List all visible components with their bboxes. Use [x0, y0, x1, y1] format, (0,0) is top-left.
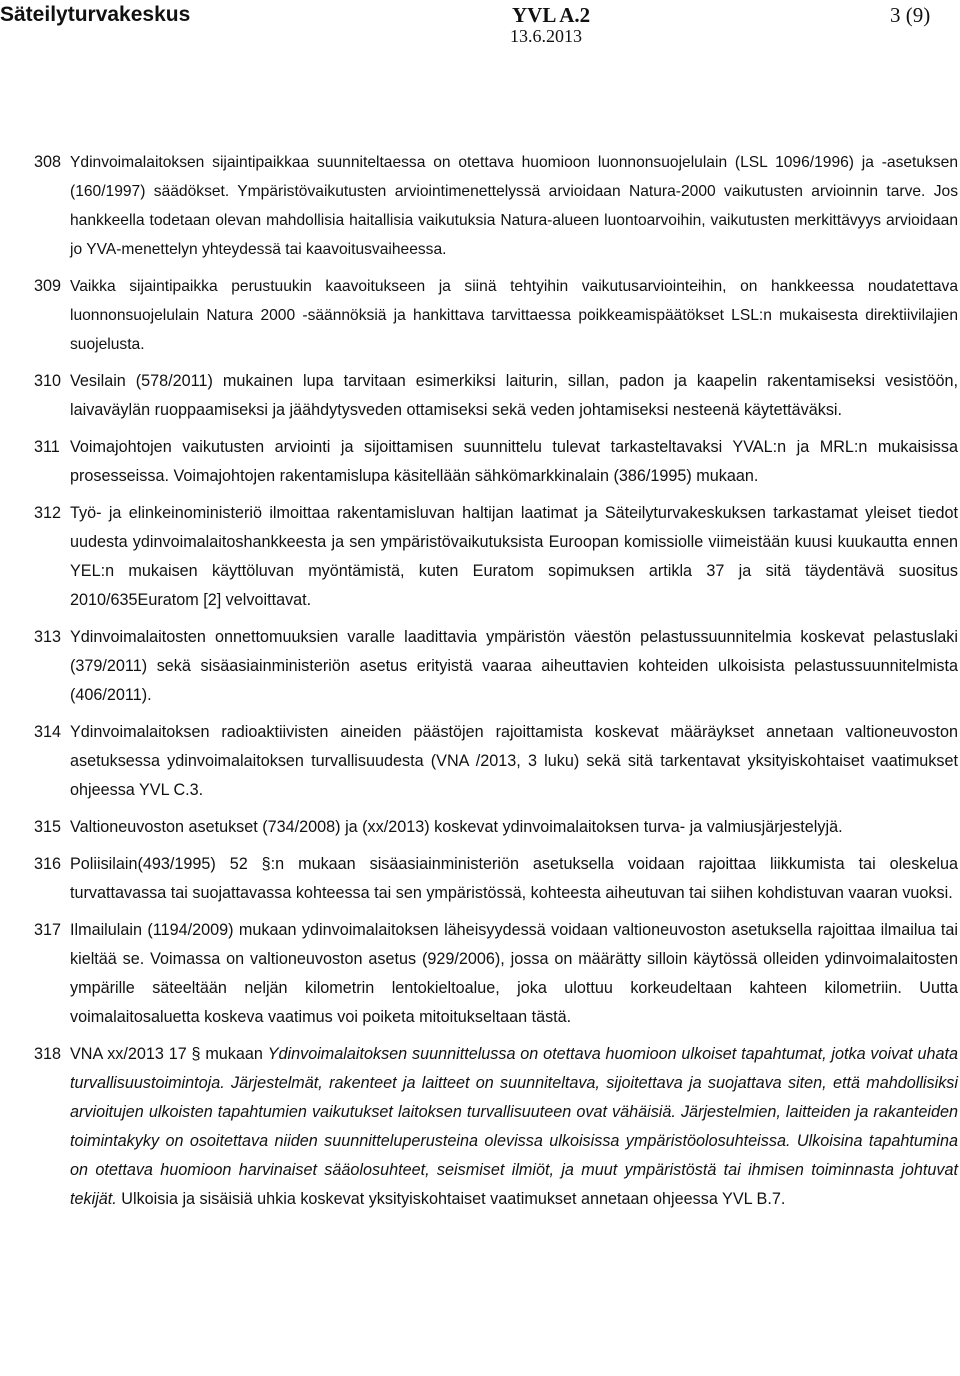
- paragraph-text: Työ- ja elinkeinoministeriö ilmoittaa rakentamisluvan haltijan laatimat ja Säteilyturvakeskuksen tarkastamat yleiset tiedot uudesta ydinvoimalaitoshankkeesta ja sen ympäristövaikutuksista Euroopan komissiolle viimeistään kuusi kuukautta ennen YEL:n mukaisen käyttöluvan myöntämistä, kuten Euratom sopimuksen artikla 37 ja sitä täydentävä suositus 2010/635Euratom [2] velvoittavat.: [70, 504, 958, 609]
- paragraph-text: Ydinvoimalaitoksen radioaktiivisten aineiden päästöjen rajoittamista koskevat määräykset annetaan valtioneuvoston asetuksessa ydinvoimalaitoksen turvallisuudesta (VNA /2013, 3 luku) sekä sitä tarkentavat yksityiskohtaiset vaatimukset ohjeessa YVL C.3.: [70, 723, 958, 799]
- paragraph-number: 309: [34, 277, 62, 295]
- paragraph-309: [34, 272, 958, 359]
- paragraph-text: [70, 1040, 958, 1214]
- paragraph-text: Voimajohtojen vaikutusten arviointi ja sijoittamisen suunnittelu tulevat tarkasteltavaksi YVAL:n ja MRL:n mukaisissa prosesseissa. Voimajohtojen rakentamislupa käsitellään sähkömarkkinalain (386/1995) mukaan.: [70, 438, 958, 485]
- paragraph-308: [34, 148, 958, 264]
- paragraph-316: [34, 850, 958, 908]
- paragraph-text: Ydinvoimalaitoksen sijaintipaikkaa suunniteltaessa on otettava huomioon luonnonsuojelulain (LSL 1096/1996) ja -asetuksen (160/1997) säädökset. Ympäristövaikutusten arviointimenettelyssä arvioidaan Natura-2000 vaikutusten arvioinnin tarve. Jos hankkeella todetaan olevan mahdollisia haitallisia vaikutuksia Natura-alueen luontoarvoihin, vaikutusten merkittävyys arvioidaan jo YVA-menettelyn yhteydessä tai kaavoitusvaiheessa.: [70, 154, 958, 258]
- page-number: 3 (9): [890, 3, 931, 27]
- paragraph-number: 317: [34, 921, 62, 939]
- paragraph-number: 312: [34, 504, 62, 522]
- paragraph-text: Valtioneuvoston asetukset (734/2008) ja (xx/2013) koskevat ydinvoimalaitoksen turva- ja valmiusjärjestelyjä.: [70, 818, 843, 836]
- paragraph-text: Poliisilain(493/1995) 52 §:n mukaan sisäasiainministeriön asetuksella voidaan rajoittaa liikkumista tai oleskelua turvattavassa tai suojattavassa kohteessa tai sen ympäristössä, kohteesta aiheutuvan tai siihen kohdistuvan vaaran vuoksi.: [70, 855, 958, 902]
- paragraph-310: [34, 367, 958, 425]
- paragraph-number: 318: [34, 1045, 62, 1063]
- paragraph-text: Vesilain (578/2011) mukainen lupa tarvitaan esimerkiksi laiturin, sillan, padon ja kaapelin rakentamiseksi vesistöön, laivaväylän ruoppaamiseksi ja jäähdytysveden ottamiseksi sekä veden johtamiseksi nesteenä käytettäväksi.: [70, 372, 958, 419]
- paragraph-314: [34, 718, 958, 805]
- document-date: 13.6.2013: [510, 26, 582, 46]
- paragraph-lead-text: VNA xx/2013 17 § mukaan: [70, 1045, 268, 1063]
- document-body: [34, 148, 958, 1222]
- paragraph-317: [34, 916, 958, 1032]
- paragraph-text: Ydinvoimalaitosten onnettomuuksien varalle laadittavia ympäristön väestön pelastussuunnitelmia koskevat pelastuslaki (379/2011) sekä sisäasiainministeriön asetus erityistä vaaraa aiheuttavien kohteiden ulkoisista pelastussuunnitelmista (406/2011).: [70, 628, 958, 704]
- paragraph-number: 315: [34, 818, 62, 836]
- paragraph-text: Ilmailulain (1194/2009) mukaan ydinvoimalaitoksen läheisyydessä voidaan valtioneuvoston asetuksella rajoittaa ilmailua tai kieltää se. Voimassa on valtioneuvoston asetus (929/2006), jossa on määrätty silloin käytössä olleiden ydinvoimalaitosten ympärille säteeltään neljän kilometrin lentokieltoalue, joka ulottuu korkeudeltaan kahteen kilometriin. Uutta voimalaitosaluetta koskeva vaatimus voi poiketa mitoitukseltaan tästä.: [70, 921, 958, 1026]
- page-header: [0, 0, 960, 50]
- paragraph-number: 313: [34, 628, 62, 646]
- paragraph-number: 310: [34, 372, 62, 390]
- paragraph-311: [34, 433, 958, 491]
- paragraph-315: [34, 813, 958, 842]
- paragraph-312: [34, 499, 958, 615]
- paragraph-text: Vaikka sijaintipaikka perustuukin kaavoitukseen ja siinä tehtyihin vaikutusarviointeihin, on hankkeessa noudatettava luonnonsuojelulain Natura 2000 -säännöksiä ja hankittava tarvittaessa poikkeamispäätökset LSL:n mukaisesta direktiivilajien suojelusta.: [70, 278, 958, 353]
- paragraph-number: 308: [34, 153, 62, 171]
- paragraph-318: [34, 1040, 958, 1214]
- paragraph-number: 311: [34, 438, 60, 456]
- organization-name: Säteilyturvakeskus: [0, 3, 191, 26]
- paragraph-number: 314: [34, 723, 62, 741]
- paragraph-number: 316: [34, 855, 62, 873]
- paragraph-tail-text: Ulkoisia ja sisäisiä uhkia koskevat yksityiskohtaiset vaatimukset annetaan ohjeessa YVL B.7.: [116, 1190, 786, 1208]
- guide-code: YVL A.2: [512, 3, 591, 27]
- quoted-regulation-text: Ydinvoimalaitoksen suunnittelussa on otettava huomioon ulkoiset tapahtumat, jotka voivat uhata turvallisuustoimintoja. Järjestelmät, rakenteet ja laitteet on suunniteltava, sijoitettava ja suojattava siten, että mahdollisiksi arvioitujen ulkoisten tapahtumien vaikutukset laitoksen turvallisuuteen ovat vähäisiä. Järjestelmien, laitteiden ja rakanteiden toimintakyky on osoitettava niiden suunnitteluperusteina olevissa ulkoisissa ympäristöolosuhteissa. Ulkoisina tapahtumina on otettava huomioon harvinaiset sääolosuhteet, seismiset ilmiöt, ja muut ympäristöstä tai ihmisen toiminnasta johtuvat tekijät.: [70, 1045, 958, 1208]
- paragraph-313: [34, 623, 958, 710]
